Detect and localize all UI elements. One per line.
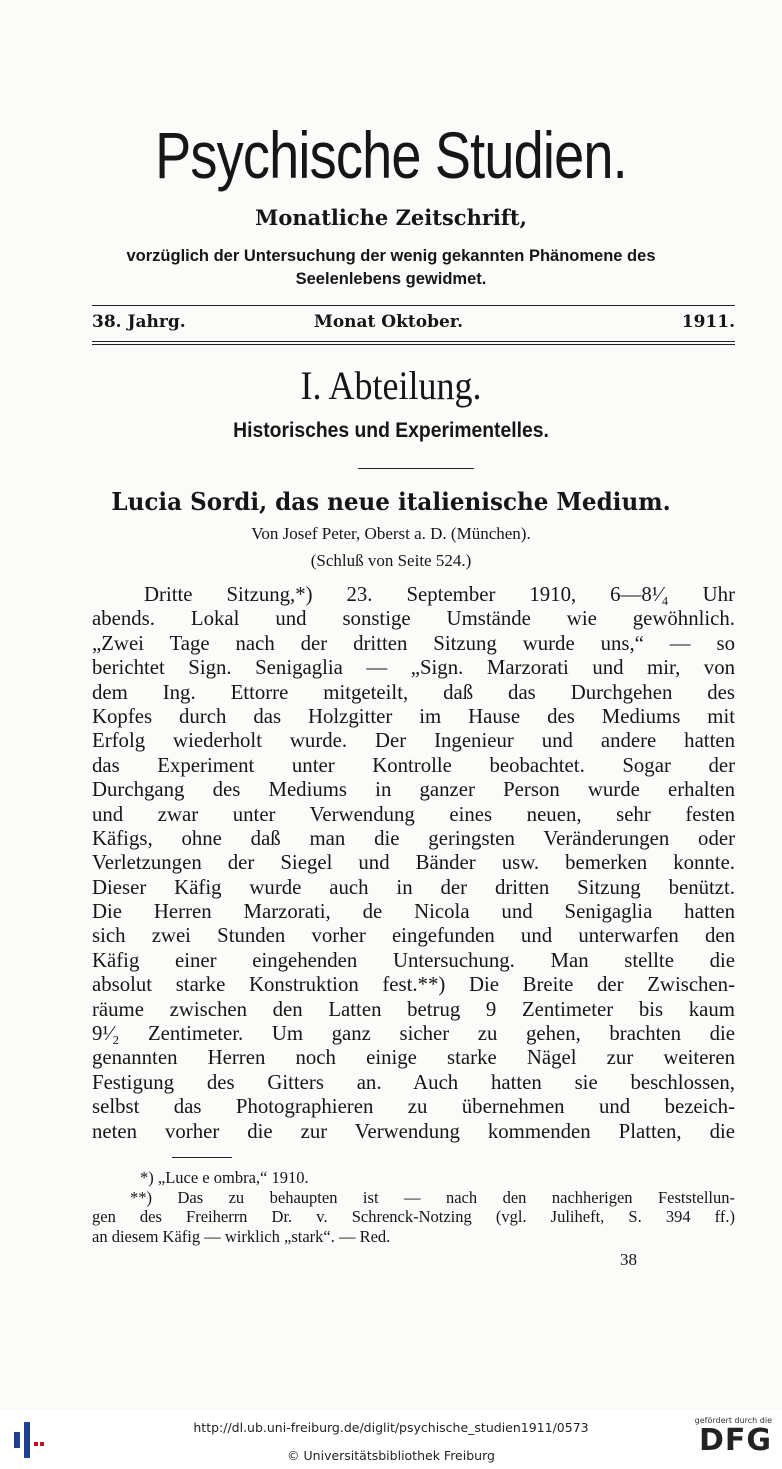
- body-line: neten vorher die zur Verwendung kommenden Platten, die: [92, 1119, 735, 1143]
- body-line: abends. Lokal und sonstige Umstände wie gewöhnlich.: [92, 607, 735, 631]
- volume-label: 38. Jahrg.: [92, 312, 186, 332]
- month-label: Monat Oktober.: [314, 312, 464, 332]
- body-line: das Experiment unter Kontrolle beobachtet. Sogar der: [92, 753, 735, 777]
- bottom-rule-double: [92, 344, 735, 345]
- body-line: „Zwei Tage nach der dritten Sitzung wurde uns,“ — so: [92, 631, 735, 655]
- body-line: und zwar unter Verwendung eines neuen, sehr festen: [92, 802, 735, 826]
- body-line: Dieser Käfig wurde auch in der dritten Sitzung benützt.: [92, 875, 735, 899]
- body-line: Festigung des Gitters an. Auch hatten sie beschlossen,: [92, 1070, 735, 1094]
- body-line: Erfolg wiederholt wurde. Der Ingenieur und andere hatten: [92, 729, 735, 753]
- journal-subtitle: Monatliche Zeitschrift,: [255, 205, 527, 230]
- footnote-2-line-3: an diesem Käfig — wirklich „stark“. — Red.: [92, 1226, 391, 1246]
- tagline-line-1: vorzüglich der Untersuchung der wenig gekannten Phänomene des: [126, 247, 656, 265]
- body-line: räume zwischen den Latten betrug 9 Zentimeter bis kaum: [92, 997, 735, 1021]
- tagline-line-2: Seelenlebens gewidmet.: [295, 270, 487, 288]
- journal-tagline: [71, 245, 711, 291]
- body-line: Käfigs, ohne daß man die geringsten Veränderungen oder: [92, 826, 735, 850]
- body-line: Verletzungen der Siegel und Bänder usw. bemerken konnte.: [92, 851, 735, 875]
- footnote-2-line-2: gen des Freiherrn Dr. v. Schrenck-Notzing (vgl. Juliheft, S. 394 ff.): [92, 1207, 735, 1226]
- body-line: selbst das Photographieren zu übernehmen und bezeich-: [92, 1095, 735, 1119]
- footnote-divider: [172, 1157, 232, 1158]
- viewer-footer: [0, 1414, 782, 1469]
- article-title: Lucia Sordi, das neue italienische Medium.: [111, 487, 671, 516]
- copyright-text: © Universitätsbibliothek Freiburg: [287, 1448, 495, 1463]
- page-number: 38: [620, 1250, 637, 1269]
- section-title: I. Abteilung.: [300, 363, 482, 408]
- body-line: 9¹⁄₂ Zentimeter. Um ganz sicher zu gehen, brachten die: [92, 1022, 735, 1046]
- footnote-1: *) „Luce e ombra,“ 1910.: [140, 1168, 309, 1187]
- footnotes: [92, 1168, 735, 1246]
- body-line: Kopfes durch das Holzgitter im Hause des Mediums mit: [92, 704, 735, 728]
- year-label: 1911.: [681, 312, 735, 332]
- dfg-logo-text: DFG: [698, 1423, 772, 1458]
- body-line: berichtet Sign. Senigaglia — „Sign. Marzorati und mir, von: [92, 656, 735, 680]
- body-line: Durchgang des Mediums in ganzer Person wurde erhalten: [92, 778, 735, 802]
- section-subtitle: Historisches und Experimentelles.: [233, 419, 549, 442]
- dfg-logo: [686, 1416, 772, 1466]
- body-line: Dritte Sitzung,*) 23. September 1910, 6—8¹⁄₄ Uhr: [144, 583, 735, 606]
- body-line: Die Herren Marzorati, de Nicola und Senigaglia hatten: [92, 900, 735, 924]
- section-divider: [358, 468, 474, 469]
- article-body: [92, 583, 735, 1144]
- body-line: Käfig einer eingehenden Untersuchung. Man stellte die: [92, 948, 735, 972]
- body-line: genannten Herren noch einige starke Nägel zur weiteren: [92, 1046, 735, 1070]
- bottom-rule: [92, 341, 735, 342]
- body-line: dem Ing. Ettorre mitgeteilt, daß das Durchgehen des: [92, 680, 735, 704]
- continued-note: (Schluß von Seite 524.): [310, 551, 472, 570]
- footnote-2-line-1: **) Das zu behaupten ist — nach den nachherigen Feststellun-: [130, 1187, 735, 1207]
- top-rule: [92, 305, 735, 306]
- issue-bar: [92, 312, 735, 336]
- body-line: sich zwei Stunden vorher eingefunden und unterwarfen den: [92, 924, 735, 948]
- dfg-note: gefördert durch die: [694, 1416, 772, 1425]
- journal-title: Psychische Studien.: [155, 118, 627, 192]
- article-author: Von Josef Peter, Oberst a. D. (München).: [251, 524, 531, 543]
- body-line: absolut starke Konstruktion fest.**) Die Breite der Zwischen-: [92, 973, 735, 997]
- source-url-link[interactable]: http://dl.ub.uni-freiburg.de/diglit/psychische_studien1911/0573: [193, 1420, 589, 1435]
